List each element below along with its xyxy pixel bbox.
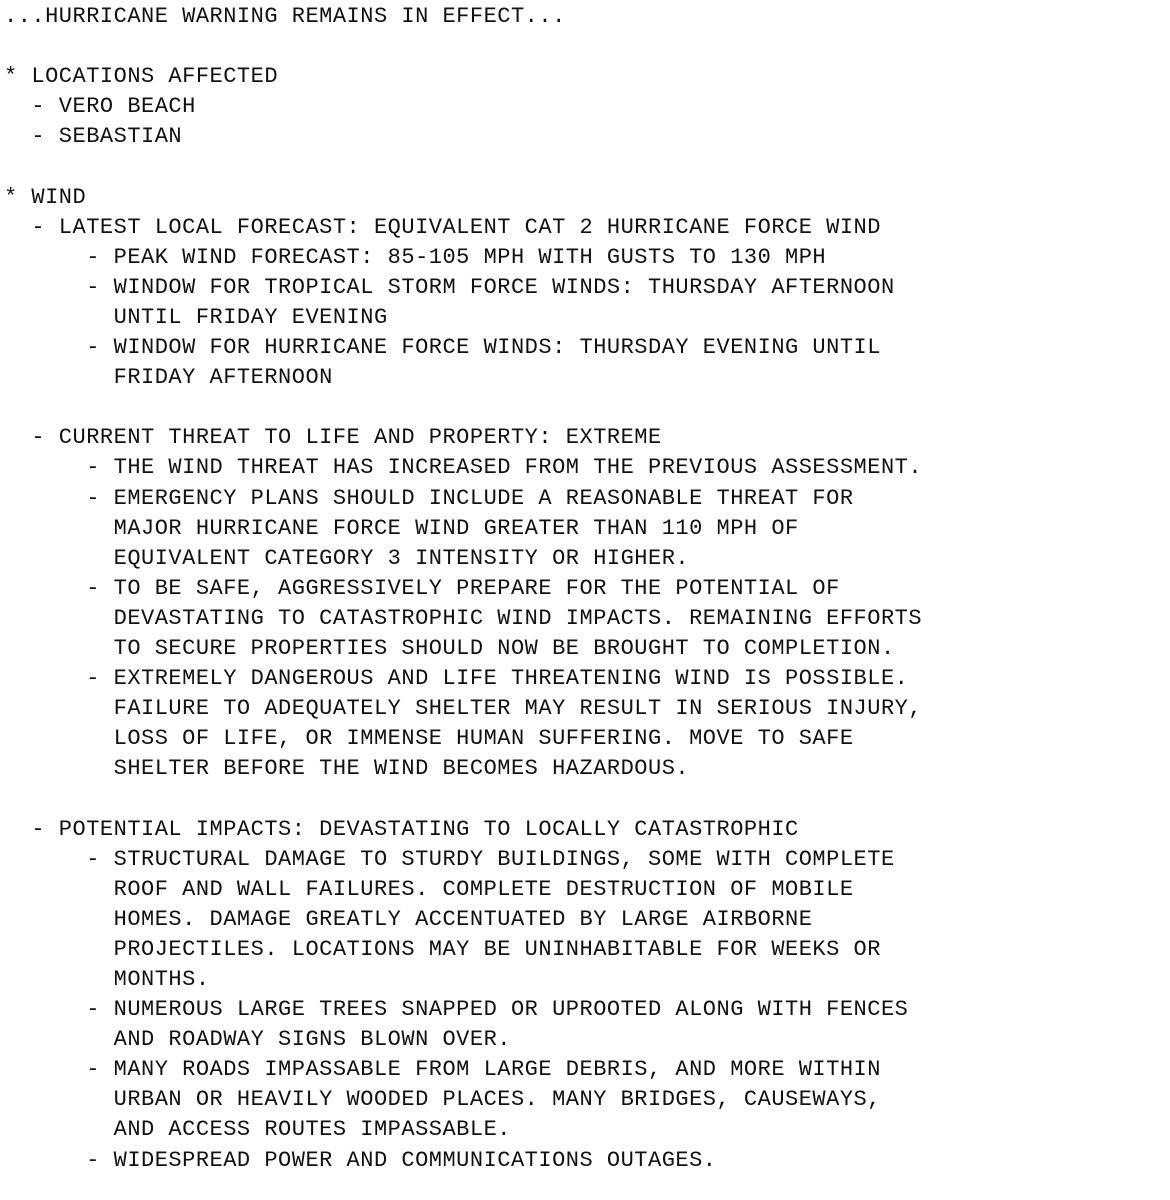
threat-heading: - CURRENT THREAT TO LIFE AND PROPERTY: EXTREME bbox=[4, 425, 662, 451]
forecast-line: - PEAK WIND FORECAST: 85-105 MPH WITH GUSTS TO 130 MPH bbox=[4, 244, 827, 270]
impacts-line: HOMES. DAMAGE GREATLY ACCENTUATED BY LARGE AIRBORNE bbox=[4, 906, 813, 932]
impacts-line: AND ACCESS ROUTES IMPASSABLE. bbox=[4, 1117, 511, 1143]
locations-section bbox=[4, 62, 1170, 152]
wind-heading: * WIND bbox=[4, 184, 87, 210]
impacts-line: - MANY ROADS IMPASSABLE FROM LARGE DEBRIS, AND MORE WITHIN bbox=[4, 1057, 881, 1083]
blank-line bbox=[4, 152, 1170, 182]
impacts-line: - WIDESPREAD POWER AND COMMUNICATIONS OUTAGES. bbox=[4, 1147, 717, 1173]
location-item: - SEBASTIAN bbox=[4, 124, 183, 150]
location-item: - VERO BEACH bbox=[4, 94, 196, 120]
threat-line: DEVASTATING TO CATASTROPHIC WIND IMPACTS. REMAINING EFFORTS bbox=[4, 605, 923, 631]
impacts-line: - NUMEROUS LARGE TREES SNAPPED OR UPROOTED ALONG WITH FENCES bbox=[4, 997, 909, 1023]
warning-header: ...HURRICANE WARNING REMAINS IN EFFECT... bbox=[4, 4, 566, 29]
blank-line bbox=[4, 32, 1170, 62]
impacts-line: PROJECTILES. LOCATIONS MAY BE UNINHABITABLE FOR WEEKS OR bbox=[4, 936, 881, 962]
threat-line: EQUIVALENT CATEGORY 3 INTENSITY OR HIGHER. bbox=[4, 545, 690, 571]
impacts-subsection bbox=[4, 815, 1170, 1176]
locations-heading: * LOCATIONS AFFECTED bbox=[4, 64, 279, 90]
impacts-line: AND ROADWAY SIGNS BLOWN OVER. bbox=[4, 1027, 511, 1053]
threat-line: FAILURE TO ADEQUATELY SHELTER MAY RESULT IN SERIOUS INJURY, bbox=[4, 696, 923, 722]
impacts-line: MONTHS. bbox=[4, 967, 210, 992]
threat-line: MAJOR HURRICANE FORCE WIND GREATER THAN 110 MPH OF bbox=[4, 515, 799, 541]
impacts-line: ROOF AND WALL FAILURES. COMPLETE DESTRUCTION OF MOBILE bbox=[4, 876, 854, 902]
forecast-subsection bbox=[4, 213, 1170, 394]
threat-line: TO SECURE PROPERTIES SHOULD NOW BE BROUGHT TO COMPLETION. bbox=[4, 635, 895, 661]
impacts-line: URBAN OR HEAVILY WOODED PLACES. MANY BRIDGES, CAUSEWAYS, bbox=[4, 1087, 881, 1113]
forecast-line: - WINDOW FOR HURRICANE FORCE WINDS: THURSDAY EVENING UNTIL bbox=[4, 335, 881, 361]
threat-line: - THE WIND THREAT HAS INCREASED FROM THE PREVIOUS ASSESSMENT. bbox=[4, 455, 923, 481]
forecast-line: FRIDAY AFTERNOON bbox=[4, 365, 333, 391]
threat-line: LOSS OF LIFE, OR IMMENSE HUMAN SUFFERING. MOVE TO SAFE bbox=[4, 726, 854, 752]
threat-line: - EMERGENCY PLANS SHOULD INCLUDE A REASONABLE THREAT FOR bbox=[4, 485, 854, 511]
impacts-line: - STRUCTURAL DAMAGE TO STURDY BUILDINGS, SOME WITH COMPLETE bbox=[4, 846, 895, 872]
wind-section bbox=[4, 183, 1170, 1176]
threat-line: - EXTREMELY DANGEROUS AND LIFE THREATENING WIND IS POSSIBLE. bbox=[4, 666, 909, 692]
impacts-heading: - POTENTIAL IMPACTS: DEVASTATING TO LOCALLY CATASTROPHIC bbox=[4, 816, 799, 842]
advisory-document bbox=[4, 2, 1170, 1176]
forecast-line: - WINDOW FOR TROPICAL STORM FORCE WINDS: THURSDAY AFTERNOON bbox=[4, 274, 895, 300]
forecast-line: UNTIL FRIDAY EVENING bbox=[4, 304, 388, 330]
blank-line bbox=[4, 393, 1170, 423]
threat-subsection bbox=[4, 423, 1170, 784]
threat-line: SHELTER BEFORE THE WIND BECOMES HAZARDOUS. bbox=[4, 756, 690, 782]
forecast-heading: - LATEST LOCAL FORECAST: EQUIVALENT CAT 2 HURRICANE FORCE WIND bbox=[4, 214, 881, 240]
blank-line bbox=[4, 784, 1170, 814]
threat-line: - TO BE SAFE, AGGRESSIVELY PREPARE FOR THE POTENTIAL OF bbox=[4, 575, 840, 601]
